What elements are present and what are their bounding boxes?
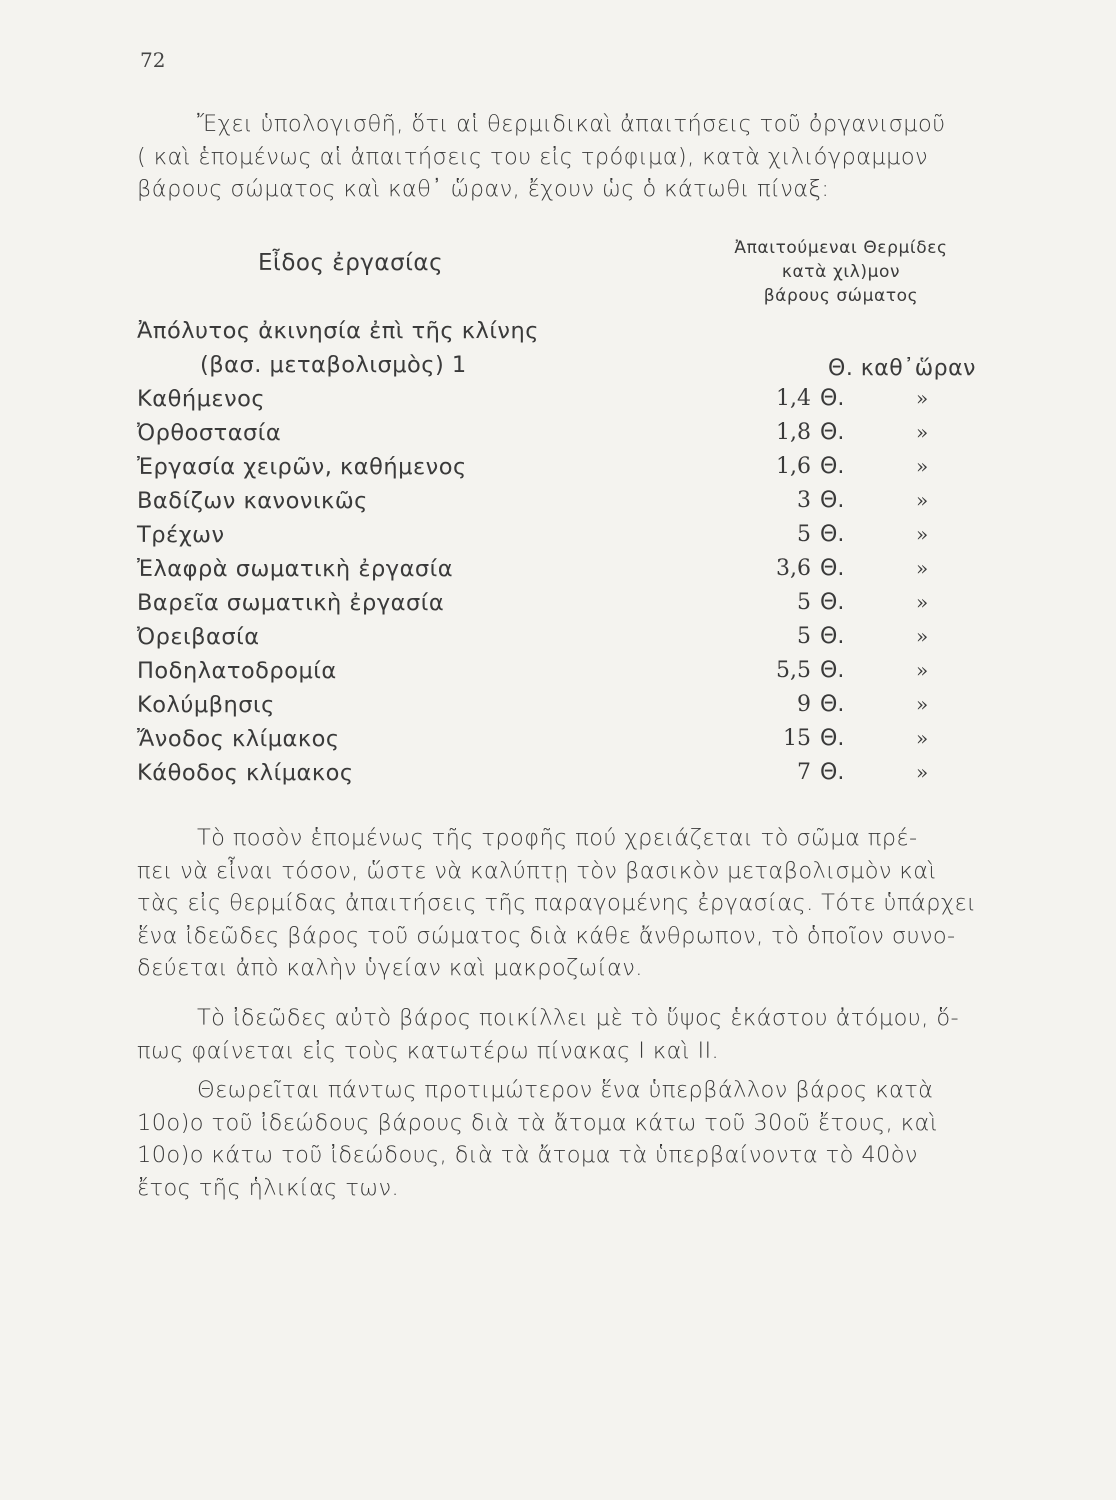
table-row-unit: Θ.	[820, 726, 845, 751]
unit-header: Θ. καθ᾽ὥραν	[828, 356, 976, 381]
table-row-ditto: »	[916, 590, 929, 614]
table-row-sublabel: (βασ. μεταβολισμὸς) 1	[200, 352, 467, 378]
table-row-unit: Θ.	[820, 420, 845, 445]
header-line: κατὰ χιλ)μον	[781, 262, 901, 282]
table-row-label: Κάθοδος κλίμακος	[137, 760, 354, 786]
text-line: δεύεται ἀπὸ καλὴν ὑγείαν καὶ μακροζωίαν.	[137, 955, 643, 981]
text-line: ἕνα ἰδεῶδες βάρος τοῦ σώματος διὰ κάθε ἄνθρωπον, τὸ ὁποῖον συνο-	[137, 922, 956, 949]
table-row-label: Ἐργασία χειρῶν, καθήμενος	[137, 454, 467, 480]
text-line: 10ο)ο κάτω τοῦ ἰδεώδους, διὰ τὰ ἄτομα τὰ ὑπερβαίνοντα τὸ 40ὸν	[137, 1142, 918, 1168]
table-row-value: 5,5	[776, 658, 811, 683]
table-row-value: 9	[797, 692, 811, 717]
table-row-unit: Θ.	[820, 624, 845, 649]
text-line: τὰς εἰς θερμίδας ἀπαιτήσεις τῆς παραγομένης ἐργασίας. Τότε ὑπάρχει	[137, 890, 977, 916]
table-row-ditto: »	[916, 692, 929, 716]
table-row-label: Καθήμενος	[137, 386, 266, 412]
table-header-calories	[700, 236, 982, 308]
intro-paragraph	[137, 108, 975, 206]
table-row-label: Βαδίζων κανονικῶς	[137, 488, 368, 514]
table-row-ditto: »	[916, 454, 929, 478]
page-number: 72	[140, 48, 166, 72]
text-line: 10ο)ο τοῦ ἰδεώδους βάρους διὰ τὰ ἄτομα κάτω τοῦ 30οῦ ἔτους, καὶ	[137, 1109, 938, 1136]
table-row-value: 1,8	[776, 420, 811, 445]
table-row-label: Ἄνοδος κλίμακος	[137, 726, 340, 752]
table-row-unit: Θ.	[820, 692, 845, 717]
text-line: Τὸ ποσὸν ἑπομένως τῆς τροφῆς πού χρειάζεται τὸ σῶμα πρέ-	[197, 825, 918, 851]
table-row-label: Τρέχων	[137, 522, 225, 548]
table-row-ditto: »	[916, 658, 929, 682]
table-row-ditto: »	[916, 624, 929, 648]
table-row-value: 5	[797, 590, 811, 615]
table-row-value: 3	[797, 488, 811, 513]
table-row-label: Ἐλαφρὰ σωματικὴ ἐργασία	[137, 556, 454, 582]
text-line: ( καὶ ἑπομένως αἱ ἀπαιτήσεις του εἰς τρόφιμα), κατὰ χιλιόγραμμον	[137, 143, 928, 170]
table-row-ditto: »	[916, 522, 929, 546]
text-line: βάρους σώματος καὶ καθ᾽ ὥραν, ἔχουν ὡς ὁ κάτωθι πίναξ:	[137, 176, 830, 202]
text-line: Τὸ ἰδεῶδες αὐτὸ βάρος ποικίλλει μὲ τὸ ὕψος ἑκάστου ἀτόμου, ὅ-	[197, 1005, 959, 1031]
paragraph-overweight	[137, 1074, 975, 1204]
header-line: βάρους σώματος	[763, 286, 919, 306]
table-row-label: Ποδηλατοδρομία	[137, 658, 337, 684]
table-row-label: Κολύμβησις	[137, 692, 275, 718]
table-row-unit: Θ.	[820, 556, 845, 581]
table-row-unit: Θ.	[820, 488, 845, 513]
table-row-ditto: »	[916, 556, 929, 580]
table-row-unit: Θ.	[820, 590, 845, 615]
table-row-value: 15	[783, 726, 811, 751]
table-row-unit: Θ.	[820, 454, 845, 479]
table-row-ditto: »	[916, 488, 929, 512]
table-row-value: 1,4	[776, 386, 811, 411]
table-row-label: Ἀπόλυτος ἀκινησία ἐπὶ τῆς κλίνης	[137, 318, 539, 344]
table-row-ditto: »	[916, 420, 929, 444]
table-row-unit: Θ.	[820, 386, 845, 411]
table-header-activity: Εἶδος ἐργασίας	[258, 250, 444, 276]
table-row-unit: Θ.	[820, 760, 845, 785]
text-line: ἔτος τῆς ἡλικίας των.	[137, 1174, 400, 1201]
table-row-ditto: »	[916, 386, 929, 410]
text-line: πει νὰ εἶναι τόσον, ὥστε νὰ καλύπτῃ τὸν βασικὸν μεταβολισμὸν καὶ	[137, 857, 937, 884]
table-row-unit: Θ.	[820, 658, 845, 683]
table-row-label: Ὀρειβασία	[137, 624, 260, 650]
table-row-label: Βαρεῖα σωματικὴ ἐργασία	[137, 590, 445, 616]
table-row-value: 1,6	[776, 454, 811, 479]
table-row-value: 5	[797, 522, 811, 547]
table-row-unit: Θ.	[820, 522, 845, 547]
table-row-value: 7	[797, 760, 811, 785]
table-row-label: Ὀρθοστασία	[137, 420, 282, 446]
text-line: Θεωρεῖται πάντως προτιμώτερον ἕνα ὑπερβάλλον βάρος κατὰ	[197, 1077, 934, 1103]
table-row-value: 3,6	[776, 556, 811, 581]
paragraph-ideal-weight	[137, 1002, 975, 1067]
table-row-ditto: »	[916, 760, 929, 784]
text-line: Ἔχει ὑπολογισθῆ, ὅτι αἱ θερμιδικαὶ ἀπαιτήσεις τοῦ ὀργανισμοῦ	[197, 111, 946, 137]
table-row-ditto: »	[916, 726, 929, 750]
table-row-value: 5	[797, 624, 811, 649]
paragraph-food-quantity	[137, 822, 975, 985]
text-line: πως φαίνεται εἰς τοὺς κατωτέρω πίνακας Ι καὶ ΙΙ.	[137, 1037, 720, 1064]
header-line: Ἀπαιτούμεναι Θερμίδες	[734, 238, 948, 258]
